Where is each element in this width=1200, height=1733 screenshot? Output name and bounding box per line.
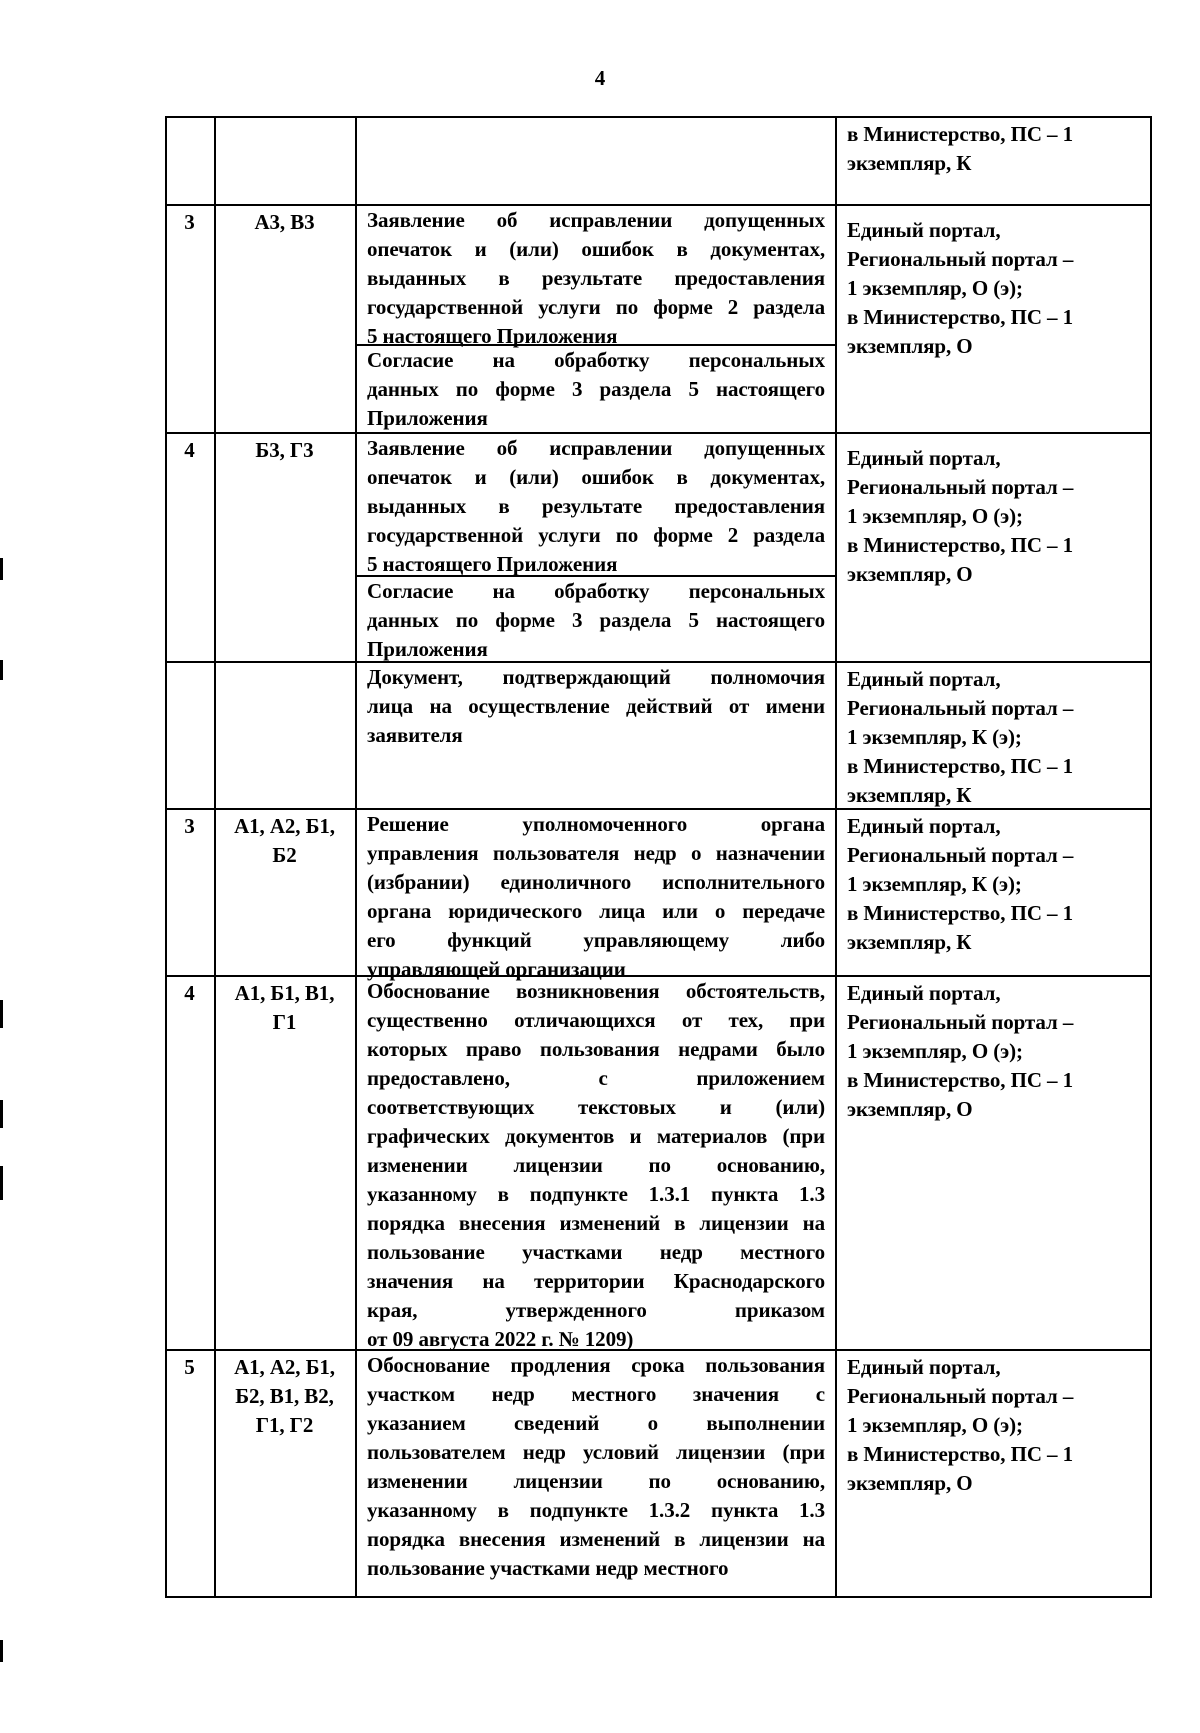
submission-method-line: в Министерство, ПС – 1 bbox=[847, 1068, 1073, 1092]
submission-method bbox=[847, 979, 1142, 1124]
document-name-line: выданных в результате предоставления bbox=[367, 494, 825, 518]
document-name bbox=[367, 577, 825, 664]
submission-method-line: экземпляр, О bbox=[847, 1471, 973, 1495]
document-name-line: Решение уполномоченного органа bbox=[367, 812, 825, 836]
row-number-line: 5 bbox=[184, 1355, 195, 1379]
submission-method-line: экземпляр, К bbox=[847, 151, 972, 175]
submission-method-line: Единый портал, bbox=[847, 981, 1001, 1005]
document-name-line: изменении лицензии по основанию, bbox=[367, 1469, 825, 1493]
row-number bbox=[167, 1353, 212, 1382]
document-name-line: порядка внесения изменений в лицензии на bbox=[367, 1527, 825, 1551]
document-name-line: Согласие на обработку персональных bbox=[367, 348, 825, 372]
submission-method-line: в Министерство, ПС – 1 bbox=[847, 754, 1073, 778]
submission-method-line: 1 экземпляр, О (э); bbox=[847, 1413, 1023, 1437]
document-name bbox=[367, 977, 825, 1354]
submission-method-line: Единый портал, bbox=[847, 446, 1001, 470]
row-number-line: 4 bbox=[184, 438, 195, 462]
table-rule bbox=[1150, 116, 1152, 1598]
document-name-line: пользование участками недр местного bbox=[367, 1240, 825, 1264]
applicant-codes-line: А1, А2, Б1, bbox=[234, 1355, 335, 1379]
document-name-line: Согласие на обработку персональных bbox=[367, 579, 825, 603]
table-rule bbox=[355, 116, 357, 1598]
applicant-codes bbox=[216, 979, 353, 1037]
margin-mark bbox=[0, 558, 3, 580]
document-name-line: указанному в подпункте 1.3.1 пункта 1.3 bbox=[367, 1182, 825, 1206]
submission-method-line: 1 экземпляр, О (э); bbox=[847, 276, 1023, 300]
applicant-codes-line: Г1, Г2 bbox=[255, 1413, 314, 1437]
document-name-line: опечаток и (или) ошибок в документах, bbox=[367, 465, 825, 489]
table-rule bbox=[165, 116, 1152, 118]
submission-method-line: в Министерство, ПС – 1 bbox=[847, 122, 1073, 146]
row-number bbox=[167, 436, 212, 465]
submission-method-line: экземпляр, К bbox=[847, 783, 972, 807]
document-name-line: указанному в подпункте 1.3.2 пункта 1.3 bbox=[367, 1498, 825, 1522]
submission-method-line: Единый портал, bbox=[847, 1355, 1001, 1379]
document-name-line: его функций управляющему либо bbox=[367, 928, 825, 952]
submission-method bbox=[847, 1353, 1142, 1498]
document-name-line: предоставлено, с приложением bbox=[367, 1066, 825, 1090]
document-name-line: опечаток и (или) ошибок в документах, bbox=[367, 237, 825, 261]
document-name-line: края, утвержденного приказом bbox=[367, 1298, 825, 1322]
document-name-line: управления пользователя недр о назначении bbox=[367, 841, 825, 865]
document-name-line: выданных в результате предоставления bbox=[367, 266, 825, 290]
applicant-codes bbox=[216, 1353, 353, 1440]
applicant-codes-line: Б2 bbox=[272, 843, 297, 867]
document-name-line: (избрании) единоличного исполнительного bbox=[367, 870, 825, 894]
page-number: 4 bbox=[594, 66, 606, 90]
submission-method-line: экземпляр, О bbox=[847, 1097, 973, 1121]
applicant-codes bbox=[216, 812, 353, 870]
document-name-line: Обоснование продления срока пользования bbox=[367, 1353, 825, 1377]
submission-method-line: Единый портал, bbox=[847, 814, 1001, 838]
document-name bbox=[367, 663, 825, 750]
row-number-line: 3 bbox=[184, 210, 195, 234]
submission-method bbox=[847, 444, 1142, 589]
document-name-line: Обоснование возникновения обстоятельств, bbox=[367, 979, 825, 1003]
document-name-line: существенно отличающихся от тех, при bbox=[367, 1008, 825, 1032]
applicant-codes-line: Б3, Г3 bbox=[255, 438, 314, 462]
submission-method bbox=[847, 216, 1142, 361]
document-name-line: пользование участками недр местного bbox=[367, 1556, 729, 1580]
submission-method-line: в Министерство, ПС – 1 bbox=[847, 901, 1073, 925]
table-rule bbox=[835, 116, 837, 1598]
document-name-line: 5 настоящего Приложения bbox=[367, 552, 618, 576]
document-name-line: 5 настоящего Приложения bbox=[367, 324, 618, 348]
document-name-line: данных по форме 3 раздела 5 настоящего bbox=[367, 377, 825, 401]
margin-mark bbox=[0, 660, 3, 680]
applicant-codes-line: А1, А2, Б1, bbox=[234, 814, 335, 838]
document-name-line: данных по форме 3 раздела 5 настоящего bbox=[367, 608, 825, 632]
submission-method-line: в Министерство, ПС – 1 bbox=[847, 1442, 1073, 1466]
row-number-line: 3 bbox=[184, 814, 195, 838]
margin-mark bbox=[0, 1166, 3, 1200]
applicant-codes-line: А1, Б1, В1, bbox=[234, 981, 335, 1005]
document-name bbox=[367, 206, 825, 351]
submission-method-line: Единый портал, bbox=[847, 218, 1001, 242]
document-name-line: государственной услуги по форме 2 раздела bbox=[367, 295, 825, 319]
submission-method-line: экземпляр, О bbox=[847, 562, 973, 586]
row-number bbox=[167, 812, 212, 841]
document-name-line: Приложения bbox=[367, 637, 488, 661]
submission-method-line: в Министерство, ПС – 1 bbox=[847, 533, 1073, 557]
document-name-line: лица на осуществление действий от имени bbox=[367, 694, 825, 718]
submission-method-line: 1 экземпляр, О (э); bbox=[847, 504, 1023, 528]
document-name-line: от 09 августа 2022 г. № 1209) bbox=[367, 1327, 634, 1351]
submission-method-line: в Министерство, ПС – 1 bbox=[847, 305, 1073, 329]
document-name-line: заявителя bbox=[367, 723, 463, 747]
document-name-line: которых право пользования недрами было bbox=[367, 1037, 825, 1061]
row-number-line: 4 bbox=[184, 981, 195, 1005]
document-name-line: Документ, подтверждающий полномочия bbox=[367, 665, 825, 689]
applicant-codes-line: А3, В3 bbox=[254, 210, 315, 234]
table-rule bbox=[165, 1596, 1152, 1598]
document-name-line: изменении лицензии по основанию, bbox=[367, 1153, 825, 1177]
document-name-line: соответствующих текстовых и (или) bbox=[367, 1095, 825, 1119]
submission-method bbox=[847, 120, 1142, 178]
document-name bbox=[367, 434, 825, 579]
submission-method-line: экземпляр, О bbox=[847, 334, 973, 358]
submission-method-line: Региональный портал – bbox=[847, 475, 1074, 499]
submission-method-line: экземпляр, К bbox=[847, 930, 972, 954]
document-name bbox=[367, 1351, 825, 1583]
document-name-line: значения на территории Краснодарского bbox=[367, 1269, 825, 1293]
row-number bbox=[167, 979, 212, 1008]
row-number bbox=[167, 208, 212, 237]
document-name-line: пользователем недр условий лицензии (при bbox=[367, 1440, 825, 1464]
submission-method-line: Единый портал, bbox=[847, 667, 1001, 691]
applicant-codes bbox=[216, 208, 353, 237]
document-name-line: Заявление об исправлении допущенных bbox=[367, 436, 825, 460]
margin-mark bbox=[0, 1000, 3, 1028]
document-name-line: порядка внесения изменений в лицензии на bbox=[367, 1211, 825, 1235]
margin-mark bbox=[0, 1100, 3, 1128]
document-name-line: графических документов и материалов (при bbox=[367, 1124, 825, 1148]
applicant-codes-line: Б2, В1, В2, bbox=[235, 1384, 334, 1408]
document-name-line: указанием сведений о выполнении bbox=[367, 1411, 825, 1435]
submission-method-line: 1 экземпляр, О (э); bbox=[847, 1039, 1023, 1063]
document-name bbox=[367, 810, 825, 984]
document-name-line: Заявление об исправлении допущенных bbox=[367, 208, 825, 232]
document-name-line: управляющей организации bbox=[367, 957, 626, 981]
margin-mark bbox=[0, 1640, 3, 1662]
applicant-codes bbox=[216, 436, 353, 465]
document-name-line: государственной услуги по форме 2 раздела bbox=[367, 523, 825, 547]
submission-method-line: Региональный портал – bbox=[847, 1010, 1074, 1034]
submission-method-line: Региональный портал – bbox=[847, 696, 1074, 720]
submission-method-line: 1 экземпляр, К (э); bbox=[847, 872, 1022, 896]
document-name bbox=[367, 346, 825, 433]
submission-method bbox=[847, 812, 1142, 957]
document-name-line: органа юридического лица или о передаче bbox=[367, 899, 825, 923]
document-name-line: Приложения bbox=[367, 406, 488, 430]
submission-method-line: Региональный портал – bbox=[847, 247, 1074, 271]
submission-method bbox=[847, 665, 1142, 810]
submission-method-line: Региональный портал – bbox=[847, 1384, 1074, 1408]
submission-method-line: 1 экземпляр, К (э); bbox=[847, 725, 1022, 749]
document-name-line: участком недр местного значения с bbox=[367, 1382, 825, 1406]
submission-method-line: Региональный портал – bbox=[847, 843, 1074, 867]
applicant-codes-line: Г1 bbox=[272, 1010, 297, 1034]
